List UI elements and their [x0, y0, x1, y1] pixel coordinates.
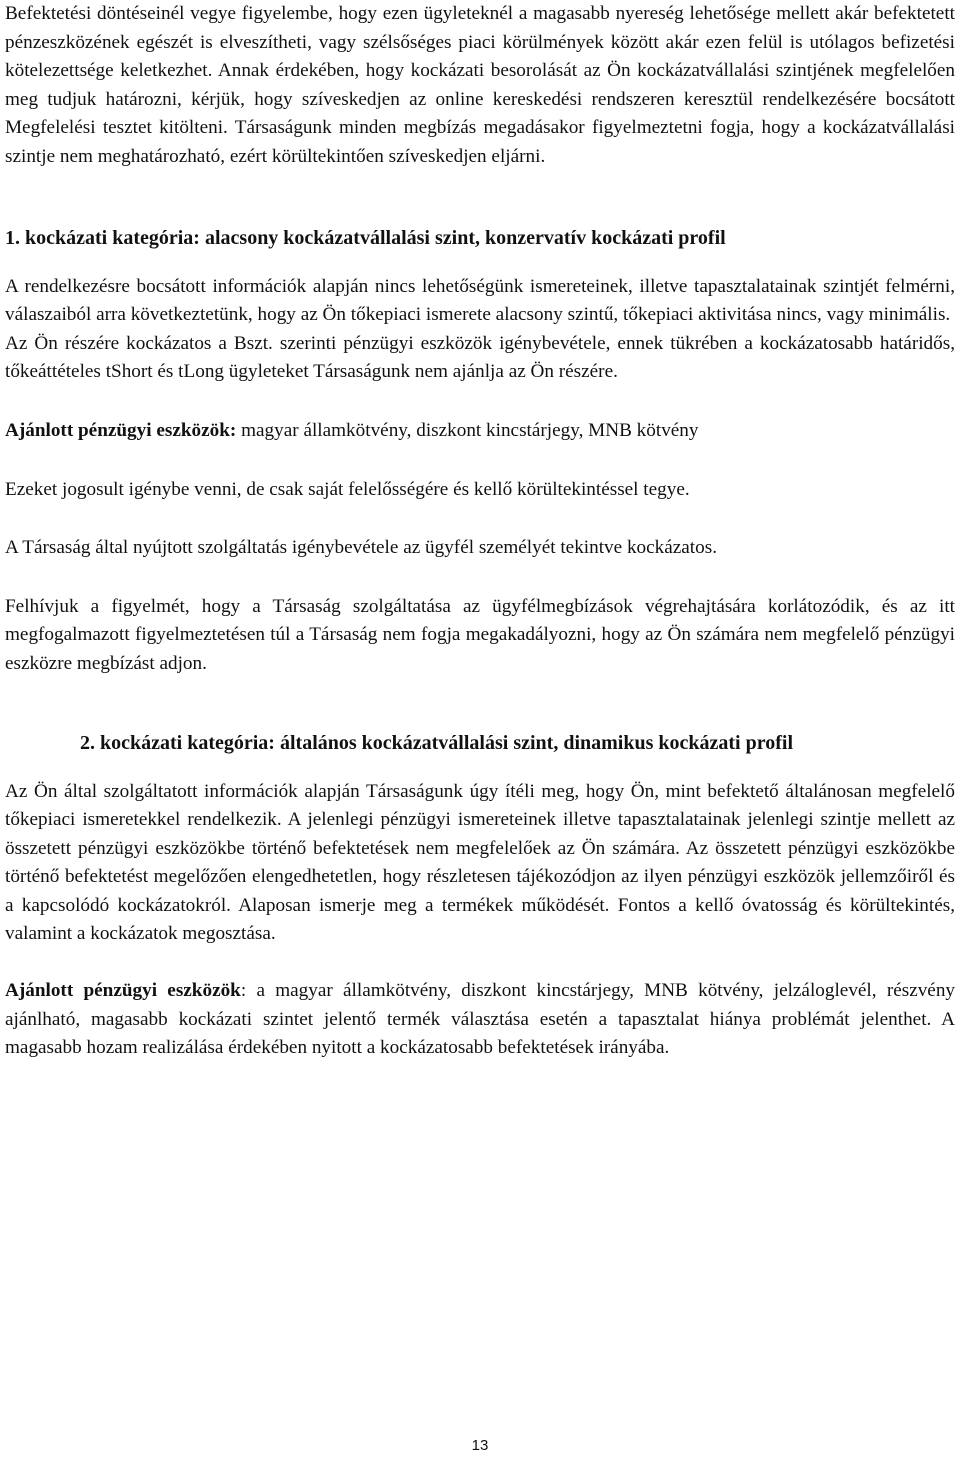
section1-number: 1.	[5, 226, 20, 249]
document-page	[5, 0, 955, 1063]
section1-recommended-label: Ajánlott pénzügyi eszközök:	[5, 419, 237, 441]
section2-number: 2.	[80, 731, 95, 754]
section2-heading	[5, 728, 955, 758]
section1-paragraph-5: Felhívjuk a figyelmét, hogy a Társaság szolgáltatása az ügyfélmegbízások végrehajtására korlátozódik, és az itt megfogalmazott figyelmeztetésen túl a Társaság nem fogja megakadályozni, hogy az Ön számára nem megfelelő pénzügyi eszközre megbízást adjon.	[5, 595, 955, 674]
section1-paragraph-1: A rendelkezésre bocsátott információk alapján nincs lehetőségünk ismereteinek, illetve tapasztalatainak szintjét felmérni, válaszaiból arra következtetünk, hogy az Ön tőkepiaci ismerete alacsony szintű, tőkepiaci aktivitása nincs, vagy minimális.	[5, 275, 955, 326]
section1-recommended	[5, 417, 955, 446]
section2-title: kockázati kategória: általános kockázatvállalási szint, dinamikus kockázati profil	[100, 731, 793, 754]
page-number: 13	[471, 1437, 489, 1454]
section1-heading	[5, 223, 955, 253]
section1-recommended-text: magyar államkötvény, diszkont kincstárjegy, MNB kötvény	[236, 419, 699, 441]
section1-title: kockázati kategória: alacsony kockázatvállalási szint, konzervatív kockázati profil	[25, 226, 726, 249]
intro-paragraph: Befektetési döntéseinél vegye figyelembe, hogy ezen ügyleteknél a magasabb nyereség lehetősége mellett akár befektetett pénzeszközének egészét is elveszítheti, vagy szélsőséges piaci körülmények között akár ezen felül is utólagos befizetési kötelezettsége keletkezhet. Annak érdekében, hogy kockázati besorolását az Ön kockázatvállalási szintjének megfelelően meg tudjuk határozni, kérjük, hogy szíveskedjen az online kereskedési rendszeren keresztül rendelkezésére bocsátott Megfelelési tesztet kitölteni. Társaságunk minden megbízás megadásakor figyelmeztetni fogja, hogy a kockázatvállalási szintje nem meghatározható, ezért körültekintően szíveskedjen eljárni.	[5, 3, 955, 167]
section1-paragraph-4: A Társaság által nyújtott szolgáltatás igénybevétele az ügyfél személyét tekintve kockázatos.	[5, 537, 717, 559]
section1-paragraph-3: Ezeket jogosult igénybe venni, de csak saját felelősségére és kellő körültekintéssel tegye.	[5, 478, 690, 500]
section2-recommended	[5, 977, 955, 1063]
section2-paragraph-1: Az Ön által szolgáltatott információk alapján Társaságunk úgy ítéli meg, hogy Ön, mint befektető általánosan megfelelő tőkepiaci ismeretekkel rendelkezik. A jelenlegi pénzügyi ismereteinek illetve tapasztalatainak jelenlegi szintje mellett az összetett pénzügyi eszközökbe történő befektetések nem megfelelőek az Ön számára. Az összetett pénzügyi eszközökbe történő befektetést megelőzően elengedhetetlen, hogy részletesen tájékozódjon az ilyen pénzügyi eszközök jellemzőiről és a kapcsolódó kockázatokról. Alaposan ismerje meg a termékek működését. Fontos a kellő óvatosság és körültekintés, valamint a kockázatok megosztása.	[5, 780, 955, 945]
section2-recommended-text: : a magyar államkötvény, diszkont kincstárjegy, MNB kötvény, jelzáloglevél, részvény ajánlható, magasabb kockázati szintet jelentő termék választása esetén a tapasztalat hiánya problémát jelenthet. A magasabb hozam realizálása érdekében nyitott a kockázatosabb befektetések irányába.	[5, 980, 956, 1059]
section1-paragraph-2: Az Ön részére kockázatos a Bszt. szerinti pénzügyi eszközök igénybevétele, ennek tükrében a kockázatosabb határidős, tőkeáttételes tShort és tLong ügyleteket Társaságunk nem ajánlja az Ön részére.	[5, 332, 955, 383]
section2-recommended-label: Ajánlott pénzügyi eszközök	[5, 980, 241, 1002]
